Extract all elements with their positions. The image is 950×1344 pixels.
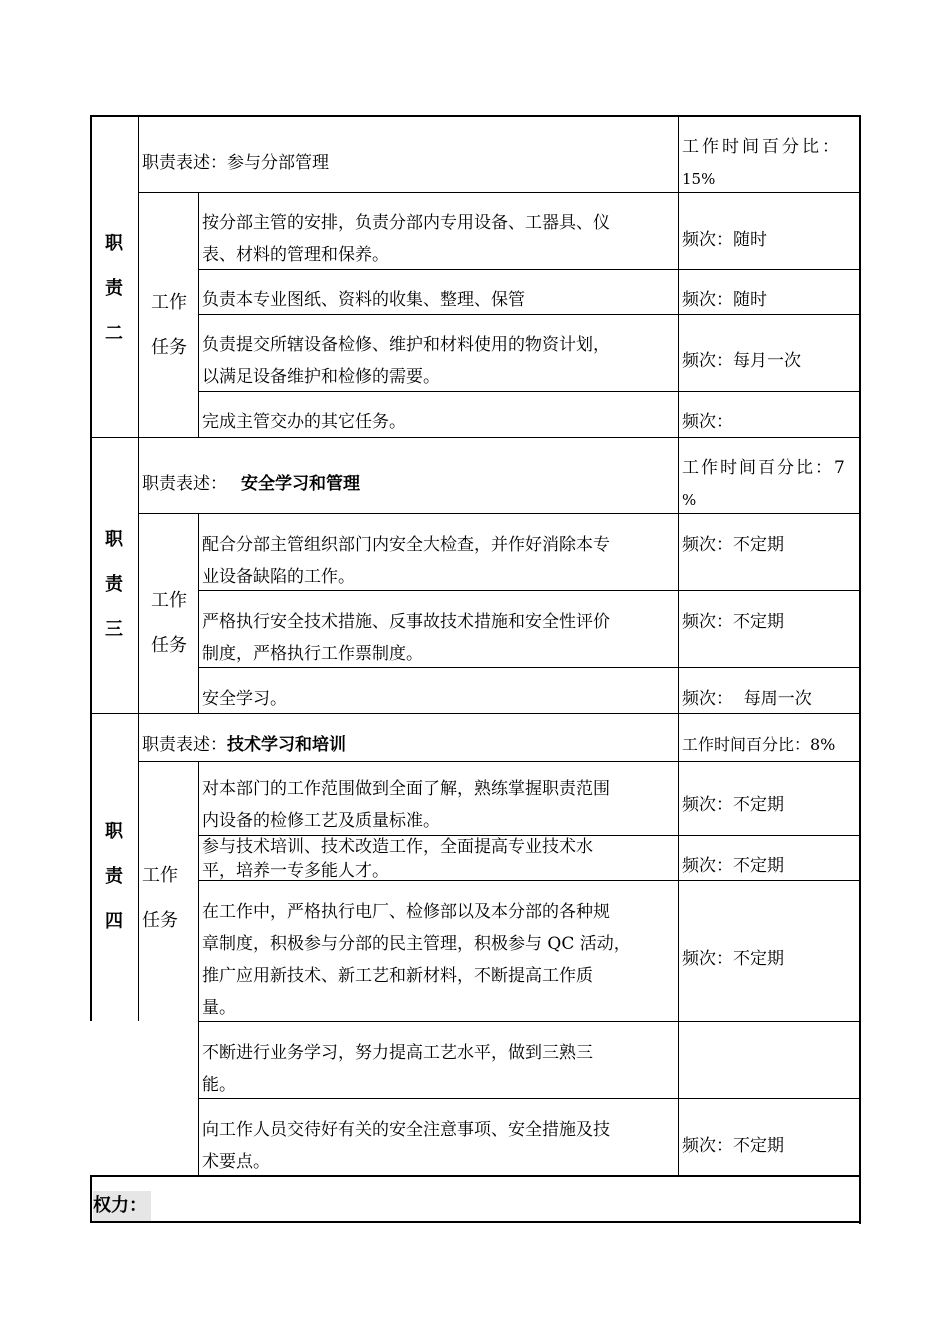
col-divider	[198, 762, 199, 1176]
row-divider	[138, 513, 860, 514]
task-text: 不断进行业务学习，努力提高工艺水平，做到三熟三 能。	[202, 1043, 593, 1095]
task-frequency: 频次： 每周一次	[682, 689, 812, 709]
task-frequency: 频次：不定期	[682, 949, 784, 969]
power-row-bottom	[90, 1221, 861, 1223]
power-row-left	[90, 1175, 92, 1223]
col-divider	[198, 513, 199, 714]
duty-three-description: 职责表述： 安全学习和管理	[142, 474, 360, 494]
task-frequency: 频次：随时	[682, 290, 767, 310]
task-text: 负责本专业图纸、资料的收集、整理、保管	[202, 290, 525, 310]
duty-three-time-value: %	[682, 491, 697, 509]
task-text: 在工作中，严格执行电厂、检修部以及本分部的各种规 章制度，积极参与分部的民主管理，积极参与 QC 活动， 推广应用新技术、新工艺和新材料，不断提高工作质 量。	[202, 902, 631, 1018]
row-divider	[138, 192, 860, 193]
row-divider	[138, 761, 860, 762]
col-divider	[198, 192, 199, 438]
task-text: 对本部门的工作范围做到全面了解，熟练掌握职责范围 内设备的检修工艺及质量标准。	[202, 779, 610, 831]
task-text: 参与技术培训、技术改造工作，全面提高专业技术水 平，培养一专多能人才。	[202, 837, 593, 881]
task-frequency: 频次：不定期	[682, 535, 784, 555]
duty-two-time-label: 工作时间百分比：	[682, 137, 842, 157]
duty-three-time-label: 工作时间百分比：7	[682, 458, 847, 478]
table-left-border	[90, 115, 92, 1021]
task-frequency: 频次：随时	[682, 230, 767, 250]
duty-two-description: 职责表述：参与分部管理	[142, 153, 329, 173]
task-frequency: 频次：不定期	[682, 856, 784, 876]
task-frequency: 频次：不定期	[682, 795, 784, 815]
task-text: 按分部主管的安排，负责分部内专用设备、工器具、仪 表、材料的管理和保养。	[202, 213, 610, 265]
task-text: 配合分部主管组织部门内安全大检查，并作好消除本专 业设备缺陷的工作。	[202, 535, 610, 587]
duty-four-tasks-label: 工作 任务	[142, 865, 178, 931]
table-top-border	[90, 115, 861, 117]
task-frequency: 频次：不定期	[682, 612, 784, 632]
duty-four-label: 职 责 四	[105, 821, 123, 932]
col-divider	[138, 115, 139, 1021]
duty-four-description: 职责表述：技术学习和培训	[142, 735, 346, 755]
task-text: 向工作人员交待好有关的安全注意事项、安全措施及技 术要点。	[202, 1120, 610, 1172]
task-frequency: 频次：不定期	[682, 1136, 784, 1156]
duty-two-time-value: 15%	[682, 170, 716, 188]
duty-four-time-label: 工作时间百分比：8%	[682, 735, 836, 754]
task-text: 严格执行安全技术措施、反事故技术措施和安全性评价 制度，严格执行工作票制度。	[202, 612, 610, 664]
task-text: 安全学习。	[202, 689, 287, 709]
duty-two-tasks-label: 工作 任务	[151, 292, 187, 358]
table-right-border	[859, 115, 861, 1224]
duty-two-label: 职 责 二	[105, 233, 123, 344]
power-label: 权力：	[93, 1191, 151, 1221]
task-frequency: 频次：	[682, 412, 733, 432]
col-divider	[678, 115, 679, 1176]
duty-three-label: 职 责 三	[105, 529, 123, 640]
task-text: 负责提交所辖设备检修、维护和材料使用的物资计划， 以满足设备维护和检修的需要。	[202, 335, 610, 387]
task-text: 完成主管交办的其它任务。	[202, 412, 406, 432]
duty-three-tasks-label: 工作 任务	[151, 590, 187, 656]
task-frequency: 频次：每月一次	[682, 351, 801, 371]
